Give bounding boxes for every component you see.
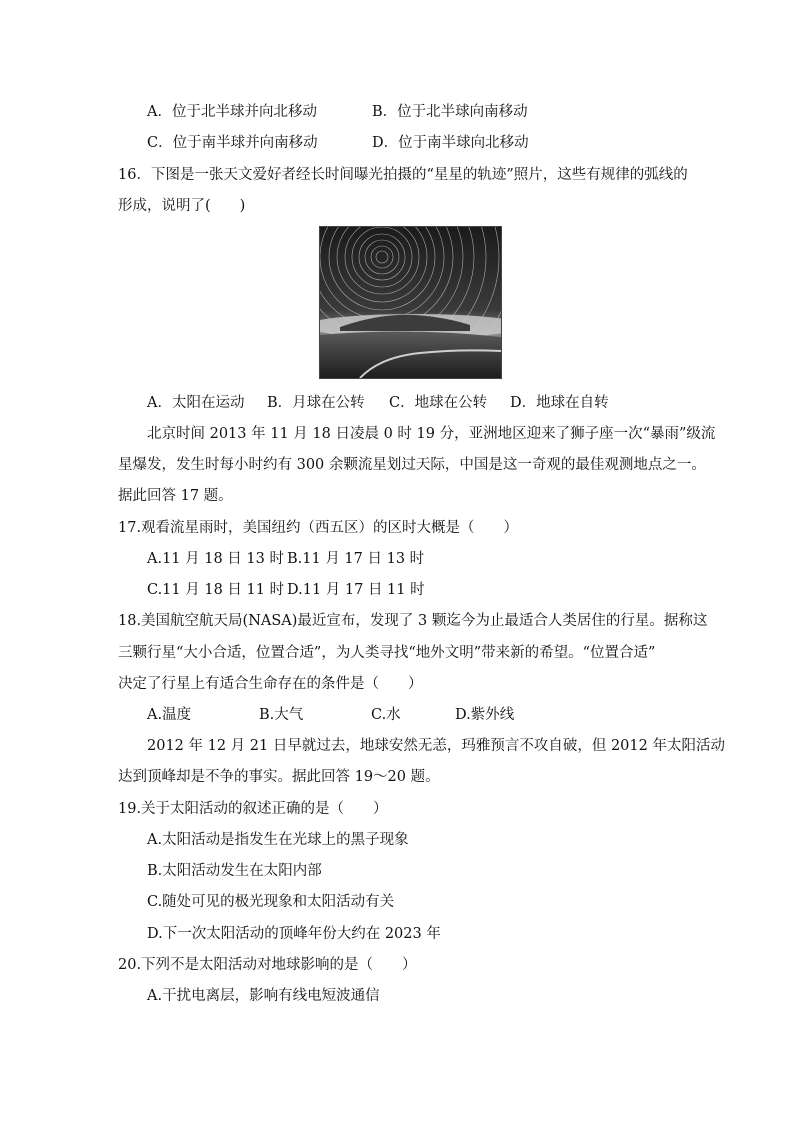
q18-option-c: C.水 (371, 707, 401, 723)
q18-option-b: B.大气 (259, 707, 304, 723)
q20-stem: 20.下列不是太阳活动对地球影响的是（ ） (118, 957, 417, 973)
q16-option-d: D．地球在自转 (510, 395, 609, 411)
passage2-line1: 2012 年 12 月 21 日早就过去，地球安然无恙，玛雅预言不攻自破，但 2012 年太阳活动 (147, 738, 725, 754)
q19-stem: 19.关于太阳活动的叙述正确的是（ ） (118, 801, 388, 817)
q17-option-d: D.11 月 17 日 11 时 (287, 582, 425, 598)
q15-option-c: C．位于南半球并向南移动 (147, 135, 318, 151)
passage1-line3: 据此回答 17 题。 (118, 488, 233, 504)
q16-option-a: A．太阳在运动 (147, 395, 245, 411)
q17-option-b: B.11 月 17 日 13 时 (287, 551, 425, 567)
q19-option-b: B.太阳活动发生在太阳内部 (147, 863, 322, 879)
passage1-line2: 星爆发，发生时每小时约有 300 余颗流星划过天际，中国是这一奇观的最佳观测地点之一。 (118, 457, 706, 473)
q18-option-d: D.紫外线 (455, 707, 515, 723)
q18-stem-line3: 决定了行星上有适合生命存在的条件是（ ） (118, 676, 423, 692)
q15-option-b: B．位于北半球向南移动 (372, 104, 528, 120)
q15-option-d: D．位于南半球向北移动 (372, 135, 529, 151)
q16-stem-line1: 16．下图是一张天文爱好者经长时间曝光拍摄的“星星的轨迹”照片，这些有规律的弧线的 (118, 167, 688, 183)
q19-option-c: C.随处可见的极光现象和太阳活动有关 (147, 894, 395, 910)
q19-option-a: A.太阳活动是指发生在光球上的黑子现象 (147, 832, 409, 848)
q17-option-c: C.11 月 18 日 11 时 (147, 582, 285, 598)
star-trails-photo (319, 226, 502, 379)
q19-option-d: D.下一次太阳活动的顶峰年份大约在 2023 年 (147, 926, 441, 942)
q16-option-b: B．月球在公转 (267, 395, 365, 411)
q18-stem-line2: 三颗行星“大小合适，位置合适”，为人类寻找“地外文明”带来新的希望。“位置合适” (118, 645, 656, 661)
q15-option-a: A．位于北半球并向北移动 (147, 104, 317, 120)
q17-option-a: A.11 月 18 日 13 时 (147, 551, 284, 567)
passage1-line1: 北京时间 2013 年 11 月 18 日凌晨 0 时 19 分，亚洲地区迎来了狮子座一次“暴雨”级流 (147, 426, 716, 442)
q16-option-c: C．地球在公转 (389, 395, 488, 411)
q18-option-a: A.温度 (147, 707, 192, 723)
q18-stem-line1: 18.美国航空航天局(NASA)最近宣布，发现了 3 颗迄今为止最适合人类居住的行星。据称这 (118, 613, 708, 629)
q17-stem: 17.观看流星雨时，美国纽约（西五区）的区时大概是（ ） (118, 520, 519, 536)
q20-option-a: A.干扰电离层，影响有线电短波通信 (147, 988, 380, 1004)
q16-stem-line2: 形成，说明了( ) (118, 198, 246, 214)
passage2-line2: 达到顶峰却是不争的事实。据此回答 19～20 题。 (118, 769, 440, 785)
